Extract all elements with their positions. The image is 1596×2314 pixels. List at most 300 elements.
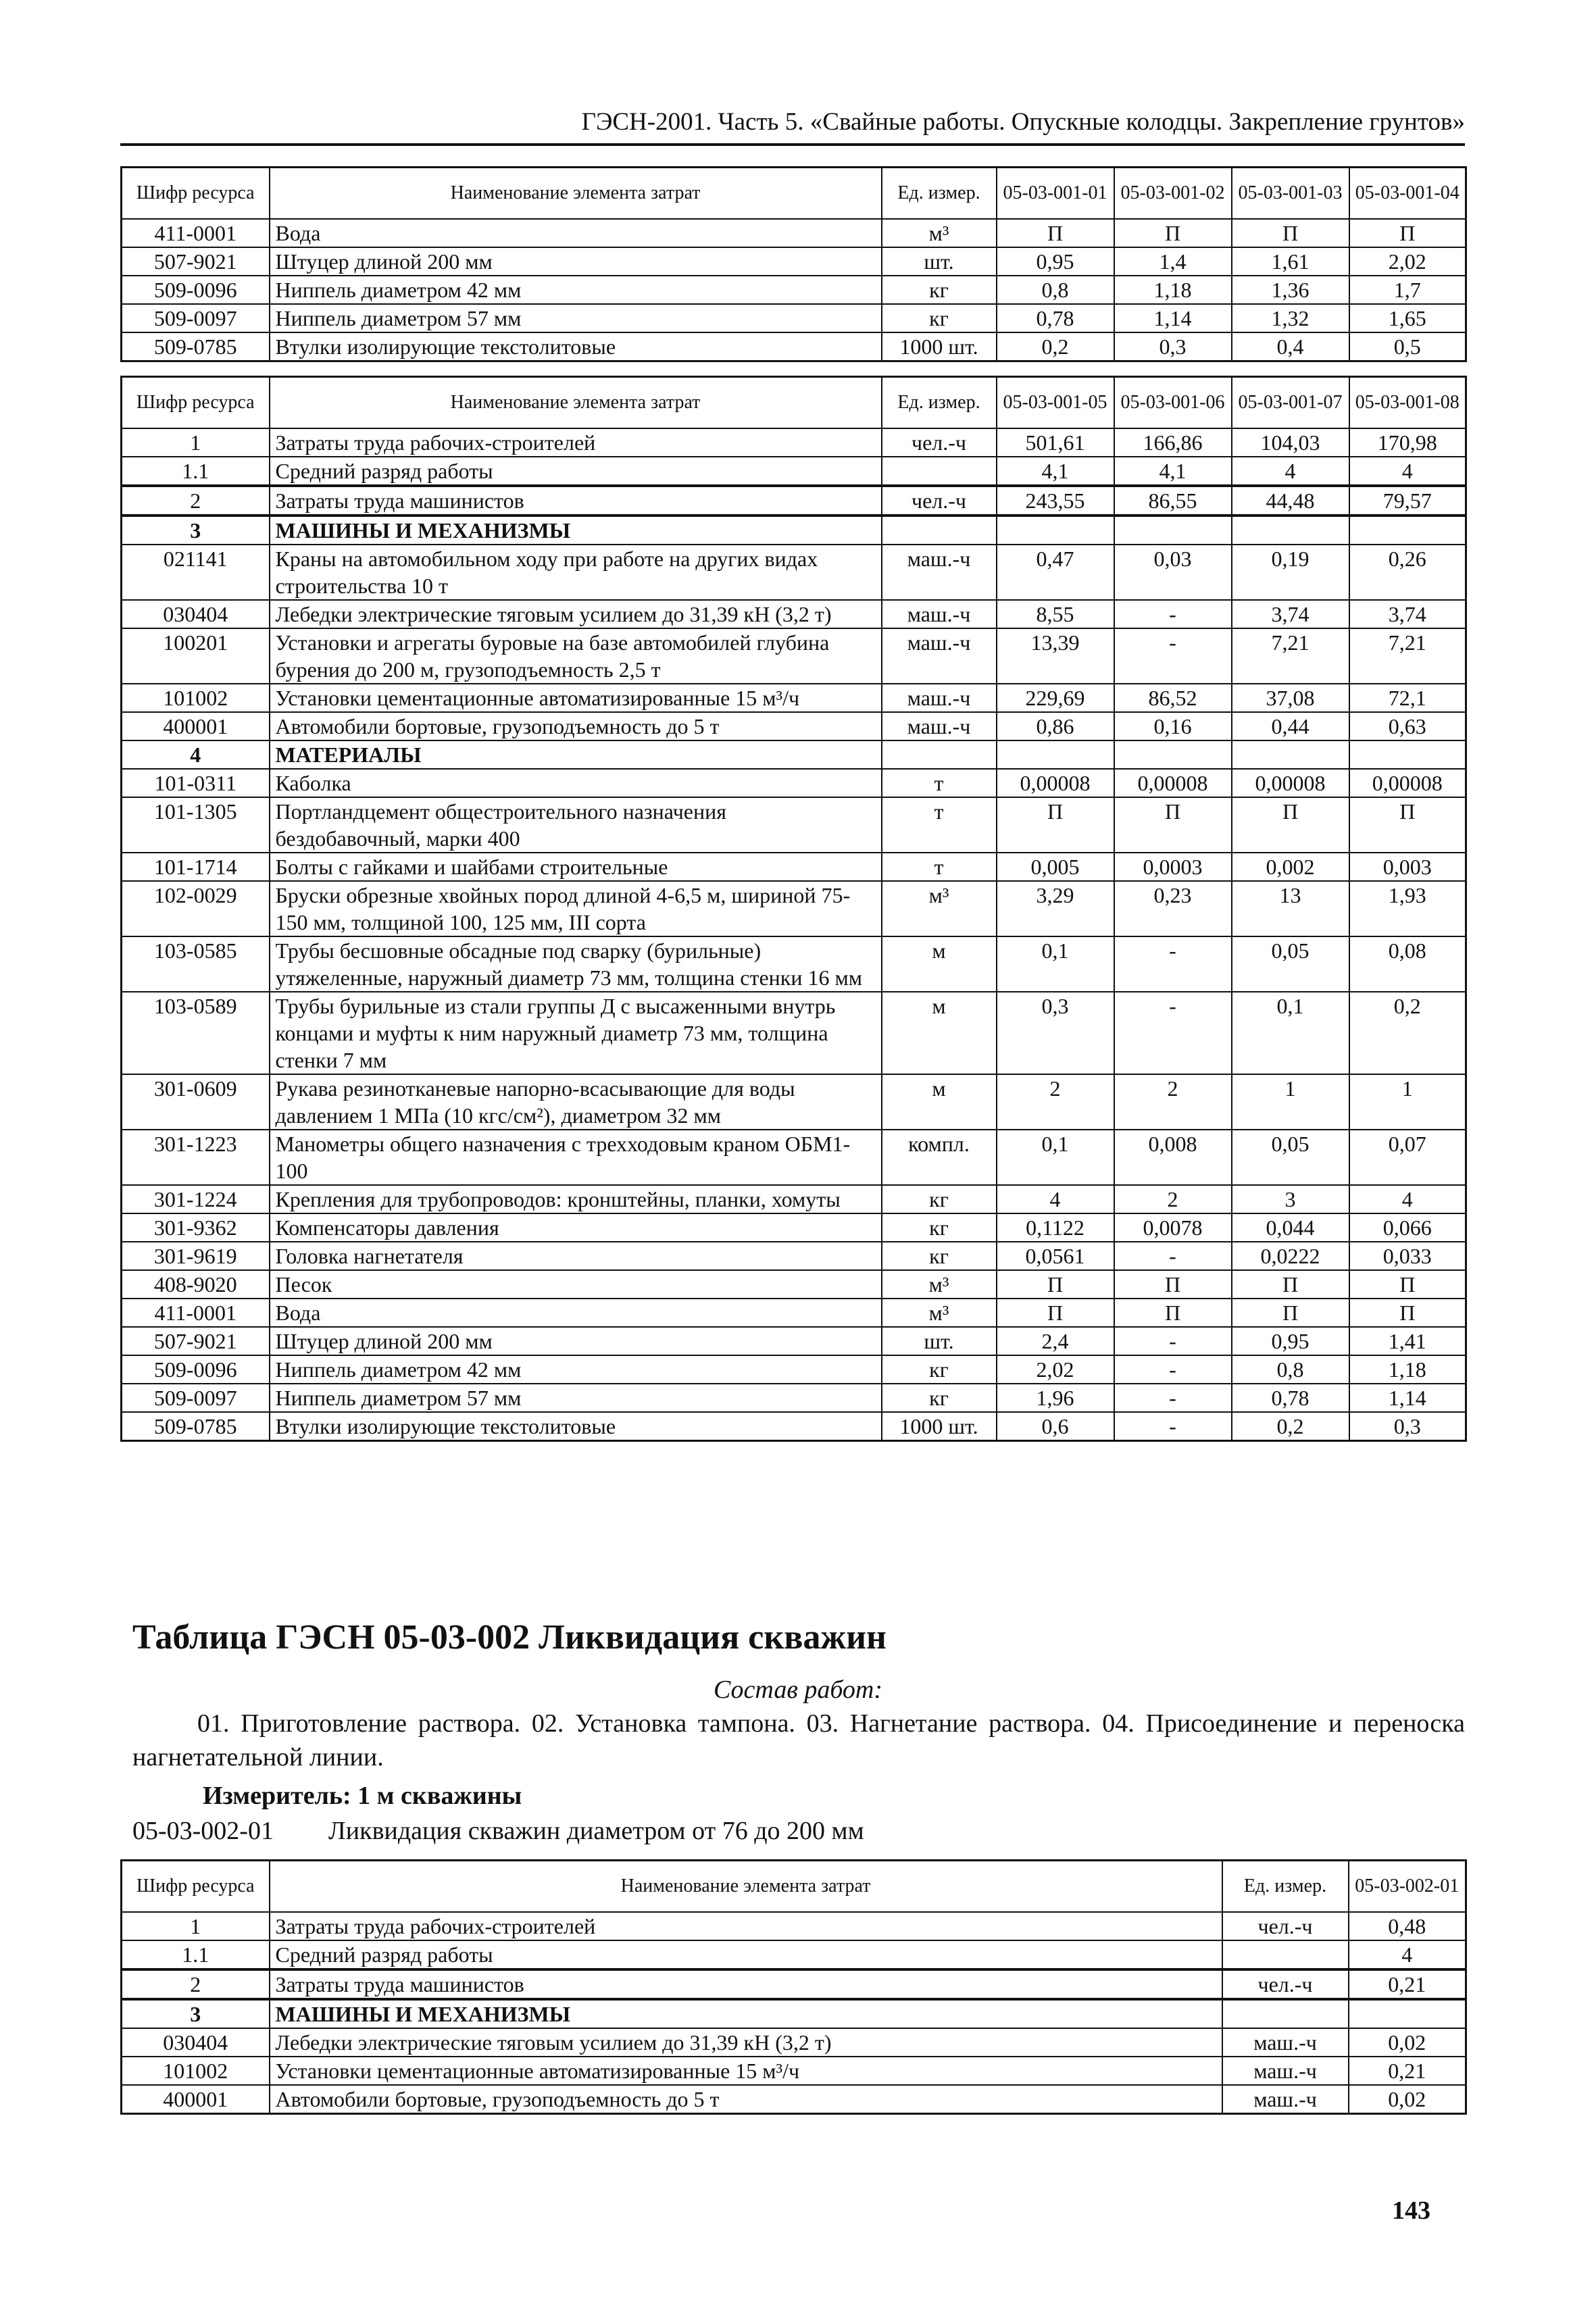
unit: маш.-ч	[882, 600, 997, 628]
norm-value: 0,1122	[997, 1213, 1114, 1242]
norm-value: 1,7	[1349, 276, 1466, 304]
norm-value: 0,0222	[1232, 1242, 1349, 1270]
unit: т	[882, 769, 997, 797]
norm-value: 8,55	[997, 600, 1114, 628]
norm-value: 0,3	[1349, 1412, 1466, 1441]
cost-element-name: Затраты труда рабочих-строителей	[270, 1912, 1222, 1940]
norm-value: 1	[1349, 1074, 1466, 1130]
unit: кг	[882, 1355, 997, 1384]
table-row	[122, 797, 1466, 853]
norm-value: П	[1114, 797, 1232, 853]
composition-label: Состав работ:	[713, 1676, 883, 1704]
norm-value: 0,6	[997, 1412, 1114, 1441]
resource-code: 509-0097	[122, 304, 270, 332]
cost-element-name: Лебедки электрические тяговым усилием до 31,39 кН (3,2 т)	[270, 2028, 1222, 2057]
resource-code: 509-0096	[122, 276, 270, 304]
resource-code: 021141	[122, 545, 270, 600]
norm-value: 7,21	[1232, 628, 1349, 684]
norm-value: 0,1	[997, 936, 1114, 992]
norm-value: 0,1	[1232, 992, 1349, 1074]
norm-value	[1114, 515, 1232, 545]
unit: м	[882, 936, 997, 992]
norm-value: П	[997, 219, 1114, 247]
norm-value: П	[1114, 219, 1232, 247]
norm-value: -	[1114, 628, 1232, 684]
table-row	[122, 1213, 1466, 1242]
norm-value: -	[1114, 936, 1232, 992]
cost-element-name: Ниппель диаметром 57 мм	[270, 304, 882, 332]
table-row	[122, 936, 1466, 992]
norm-value: 0,5	[1349, 332, 1466, 361]
unit	[882, 740, 997, 769]
resource-code: 101-0311	[122, 769, 270, 797]
cost-element-name: Средний разряд работы	[270, 457, 882, 486]
cost-element-name: Лебедки электрические тяговым усилием до 31,39 кН (3,2 т)	[270, 600, 882, 628]
norm-value: 2,4	[997, 1327, 1114, 1355]
unit: 1000 шт.	[882, 332, 997, 361]
resource-code: 101002	[122, 2057, 270, 2085]
page-number: 143	[1392, 2196, 1430, 2225]
table-row	[122, 1185, 1466, 1213]
norm-value: 0,44	[1232, 712, 1349, 740]
unit: чел.-ч	[1222, 1969, 1349, 1999]
column-header: Ед. измер.	[1222, 1861, 1349, 1912]
norm-value	[997, 740, 1114, 769]
resource-code: 400001	[122, 2085, 270, 2114]
norm-value: 0,95	[997, 247, 1114, 276]
resource-code: 301-9362	[122, 1213, 270, 1242]
table-row	[122, 2085, 1466, 2114]
unit: м³	[882, 881, 997, 936]
unit: компл.	[882, 1130, 997, 1185]
composition-body: 01. Приготовление раствора. 02. Установка тампона. 03. Нагнетание раствора. 04. Присоединение и переноска нагнетательной линии.	[132, 1709, 1465, 1771]
table-row	[122, 515, 1466, 545]
norm-value: 0,3	[1114, 332, 1232, 361]
table-header-row	[122, 1861, 1466, 1912]
unit: т	[882, 797, 997, 853]
norm-value: П	[1114, 1299, 1232, 1327]
norm-value: 1,14	[1349, 1384, 1466, 1412]
norm-value: 0,8	[1232, 1355, 1349, 1384]
norm-value: 243,55	[997, 486, 1114, 515]
cost-element-name: Затраты труда рабочих-строителей	[270, 428, 882, 457]
unit: маш.-ч	[882, 628, 997, 684]
table-row	[122, 486, 1466, 515]
resource-code: 103-0585	[122, 936, 270, 992]
resource-code: 4	[122, 740, 270, 769]
norm-value: 229,69	[997, 684, 1114, 712]
table-row	[122, 740, 1466, 769]
cost-element-name: Штуцер длиной 200 мм	[270, 247, 882, 276]
norm-value: 37,08	[1232, 684, 1349, 712]
norm-value	[1349, 515, 1466, 545]
norm-value: 0,86	[997, 712, 1114, 740]
column-header: 05-03-001-05	[997, 377, 1114, 428]
norm-subtitle	[132, 1815, 864, 1847]
norm-value: П	[1232, 1270, 1349, 1299]
resource-code: 509-0097	[122, 1384, 270, 1412]
norm-value: -	[1114, 1412, 1232, 1441]
table-row	[122, 1074, 1466, 1130]
resource-code: 411-0001	[122, 219, 270, 247]
table-row	[122, 1327, 1466, 1355]
table-header-row	[122, 168, 1466, 219]
table-row	[122, 1940, 1466, 1969]
unit	[1222, 1999, 1349, 2028]
column-header: 05-03-001-04	[1349, 168, 1466, 219]
column-header: Наименование элемента затрат	[270, 377, 882, 428]
resource-code: 301-0609	[122, 1074, 270, 1130]
cost-element-name: Втулки изолирующие текстолитовые	[270, 332, 882, 361]
resource-code: 1.1	[122, 457, 270, 486]
norm-value: 4	[1232, 457, 1349, 486]
norm-value: 104,03	[1232, 428, 1349, 457]
norm-value: -	[1114, 1355, 1232, 1384]
table-row	[122, 712, 1466, 740]
norm-value: 4	[1349, 1185, 1466, 1213]
table-row	[122, 684, 1466, 712]
table-row	[122, 1999, 1466, 2028]
unit: кг	[882, 1242, 997, 1270]
norm-value	[997, 515, 1114, 545]
norm-value: 0,00008	[997, 769, 1114, 797]
column-header: 05-03-002-01	[1349, 1861, 1466, 1912]
norm-value: 0,48	[1349, 1912, 1466, 1940]
table-header-row	[122, 377, 1466, 428]
norm-value: -	[1114, 992, 1232, 1074]
column-header: Шифр ресурса	[122, 377, 270, 428]
norm-value: 4,1	[1114, 457, 1232, 486]
resource-code: 101-1305	[122, 797, 270, 853]
unit: чел.-ч	[882, 486, 997, 515]
cost-element-name: Трубы бурильные из стали группы Д с высаженными внутрь концами и муфты к ним наружный диаметр 73 мм, толщина стенки 7 мм	[270, 992, 882, 1074]
norm-value: 0,066	[1349, 1213, 1466, 1242]
table-row	[122, 1270, 1466, 1299]
unit	[1222, 1940, 1349, 1969]
cost-element-name: Песок	[270, 1270, 882, 1299]
table-row	[122, 769, 1466, 797]
table-row	[122, 304, 1466, 332]
column-header: Шифр ресурса	[122, 1861, 270, 1912]
cost-element-name: Установки цементационные автоматизированные 15 м³/ч	[270, 684, 882, 712]
norm-value: 0,005	[997, 853, 1114, 881]
norm-value: 0,03	[1114, 545, 1232, 600]
table-row	[122, 2057, 1466, 2085]
table-row	[122, 332, 1466, 361]
norm-value: 1,18	[1349, 1355, 1466, 1384]
resource-code: 301-1223	[122, 1130, 270, 1185]
resource-code: 1	[122, 1912, 270, 1940]
column-header: Ед. измер.	[882, 168, 997, 219]
norm-value: 1,36	[1232, 276, 1349, 304]
norm-value: 3,74	[1232, 600, 1349, 628]
norm-value: 0,0078	[1114, 1213, 1232, 1242]
resource-code: 509-0785	[122, 1412, 270, 1441]
cost-element-name: Компенсаторы давления	[270, 1213, 882, 1242]
table-row	[122, 247, 1466, 276]
norm-value: 1,61	[1232, 247, 1349, 276]
cost-element-name: Установки и агрегаты буровые на базе автомобилей глубина бурения до 200 м, грузоподъемность 2,5 т	[270, 628, 882, 684]
norm-value: П	[997, 1299, 1114, 1327]
table-row	[122, 1299, 1466, 1327]
table-row	[122, 428, 1466, 457]
norm-title: Ликвидация скважин диаметром от 76 до 200 мм	[328, 1817, 864, 1845]
norm-value: 0,00008	[1232, 769, 1349, 797]
resource-code: 507-9021	[122, 247, 270, 276]
norm-value: 0,1	[997, 1130, 1114, 1185]
norm-value: 0,26	[1349, 545, 1466, 600]
cost-element-name: Бруски обрезные хвойных пород длиной 4-6,5 м, шириной 75-150 мм, толщиной 100, 125 мм, III сорта	[270, 881, 882, 936]
unit: т	[882, 853, 997, 881]
unit: шт.	[882, 1327, 997, 1355]
norm-value: 0,07	[1349, 1130, 1466, 1185]
norm-value: 1,4	[1114, 247, 1232, 276]
table-row	[122, 600, 1466, 628]
column-header: 05-03-001-06	[1114, 377, 1232, 428]
norm-value: 166,86	[1114, 428, 1232, 457]
norm-value: П	[997, 797, 1114, 853]
norm-value: 4,1	[997, 457, 1114, 486]
unit: чел.-ч	[1222, 1912, 1349, 1940]
norm-value: 0,044	[1232, 1213, 1349, 1242]
norm-value: 0,00008	[1349, 769, 1466, 797]
unit: кг	[882, 304, 997, 332]
norm-value: 3,74	[1349, 600, 1466, 628]
norm-value: 2,02	[997, 1355, 1114, 1384]
column-header: 05-03-001-02	[1114, 168, 1232, 219]
norm-value: П	[997, 1270, 1114, 1299]
cost-element-name: Крепления для трубопроводов: кронштейны, планки, хомуты	[270, 1185, 882, 1213]
cost-element-name: Автомобили бортовые, грузоподъемность до 5 т	[270, 2085, 1222, 2114]
cost-element-name: Трубы бесшовные обсадные под сварку (бурильные) утяжеленные, наружный диаметр 73 мм, толщина стенки 16 мм	[270, 936, 882, 992]
norm-value: 0,3	[997, 992, 1114, 1074]
norm-value: 0,02	[1349, 2085, 1466, 2114]
cost-element-name: Краны на автомобильном ходу при работе на других видах строительства 10 т	[270, 545, 882, 600]
table-row	[122, 881, 1466, 936]
unit: маш.-ч	[882, 684, 997, 712]
norm-value: 0,23	[1114, 881, 1232, 936]
column-header: 05-03-001-03	[1232, 168, 1349, 219]
running-header: ГЭСН-2001. Часть 5. «Свайные работы. Опускные колодцы. Закрепление грунтов»	[120, 101, 1465, 146]
unit: маш.-ч	[1222, 2028, 1349, 2057]
unit	[882, 457, 997, 486]
cost-element-name: Ниппель диаметром 57 мм	[270, 1384, 882, 1412]
table-row	[122, 853, 1466, 881]
norm-value: 0,05	[1232, 936, 1349, 992]
resource-code: 509-0785	[122, 332, 270, 361]
cost-element-name: МАШИНЫ И МЕХАНИЗМЫ	[270, 515, 882, 545]
resource-code: 301-1224	[122, 1185, 270, 1213]
cost-element-name: Установки цементационные автоматизированные 15 м³/ч	[270, 2057, 1222, 2085]
norm-value: 0,003	[1349, 853, 1466, 881]
cost-element-name: МАТЕРИАЛЫ	[270, 740, 882, 769]
norm-value: 1,41	[1349, 1327, 1466, 1355]
table-row	[122, 1130, 1466, 1185]
norm-value: 0,78	[1232, 1384, 1349, 1412]
norm-value: 7,21	[1349, 628, 1466, 684]
unit: кг	[882, 1185, 997, 1213]
norm-value: 0,8	[997, 276, 1114, 304]
norm-value: 3,29	[997, 881, 1114, 936]
norm-value	[1349, 1999, 1466, 2028]
unit	[882, 515, 997, 545]
table-row	[122, 1355, 1466, 1384]
norm-value: 2	[997, 1074, 1114, 1130]
norm-value	[1232, 515, 1349, 545]
resource-code: 100201	[122, 628, 270, 684]
cost-element-name: Рукава резинотканевые напорно-всасывающие для воды давлением 1 МПа (10 кгс/см²), диаметром 32 мм	[270, 1074, 882, 1130]
norm-value: 0,95	[1232, 1327, 1349, 1355]
table-row	[122, 276, 1466, 304]
resource-code: 101002	[122, 684, 270, 712]
column-header: Наименование элемента затрат	[270, 168, 882, 219]
norm-value: П	[1349, 1299, 1466, 1327]
measure-unit: Измеритель: 1 м скважины	[203, 1782, 522, 1810]
table-row	[122, 545, 1466, 600]
resource-code: 102-0029	[122, 881, 270, 936]
norm-value: П	[1232, 1299, 1349, 1327]
column-header: 05-03-001-08	[1349, 377, 1466, 428]
resource-code: 3	[122, 1999, 270, 2028]
norm-value: -	[1114, 1327, 1232, 1355]
unit: шт.	[882, 247, 997, 276]
table-row	[122, 2028, 1466, 2057]
cost-element-name: Манометры общего назначения с трехходовым краном ОБМ1-100	[270, 1130, 882, 1185]
norm-value: 0,78	[997, 304, 1114, 332]
norm-value: 0,63	[1349, 712, 1466, 740]
norm-value: 1,96	[997, 1384, 1114, 1412]
unit: м	[882, 992, 997, 1074]
norm-value: П	[1349, 797, 1466, 853]
norm-value: 0,2	[1349, 992, 1466, 1074]
norm-value: П	[1232, 219, 1349, 247]
resource-code: 408-9020	[122, 1270, 270, 1299]
resource-code: 509-0096	[122, 1355, 270, 1384]
cost-element-name: Ниппель диаметром 42 мм	[270, 1355, 882, 1384]
resource-code: 400001	[122, 712, 270, 740]
norm-value: 2	[1114, 1074, 1232, 1130]
cost-element-name: Средний разряд работы	[270, 1940, 1222, 1969]
norm-value: 1,14	[1114, 304, 1232, 332]
norm-value: -	[1114, 1384, 1232, 1412]
norm-value: 0,47	[997, 545, 1114, 600]
norm-value: 0,00008	[1114, 769, 1232, 797]
unit: маш.-ч	[1222, 2085, 1349, 2114]
norm-value	[1114, 740, 1232, 769]
resource-code: 103-0589	[122, 992, 270, 1074]
resource-code: 411-0001	[122, 1299, 270, 1327]
resource-code: 1	[122, 428, 270, 457]
column-header: 05-03-001-01	[997, 168, 1114, 219]
table-row	[122, 1969, 1466, 1999]
unit: м	[882, 1074, 997, 1130]
norm-value	[1232, 740, 1349, 769]
cost-element-name: Ниппель диаметром 42 мм	[270, 276, 882, 304]
norm-value: 0,033	[1349, 1242, 1466, 1270]
unit: кг	[882, 1213, 997, 1242]
resource-code: 2	[122, 486, 270, 515]
resource-table-1	[120, 166, 1467, 362]
norm-value: 0,0003	[1114, 853, 1232, 881]
column-header: Наименование элемента затрат	[270, 1861, 1222, 1912]
norm-value: 1,32	[1232, 304, 1349, 332]
norm-value: 2	[1114, 1185, 1232, 1213]
unit: кг	[882, 1384, 997, 1412]
resource-code: 030404	[122, 600, 270, 628]
norm-value: 13	[1232, 881, 1349, 936]
unit: чел.-ч	[882, 428, 997, 457]
table-row	[122, 628, 1466, 684]
resource-code: 507-9021	[122, 1327, 270, 1355]
column-header: Шифр ресурса	[122, 168, 270, 219]
resource-code: 1.1	[122, 1940, 270, 1969]
norm-value: 0,21	[1349, 2057, 1466, 2085]
table-row	[122, 1384, 1466, 1412]
table-row	[122, 1242, 1466, 1270]
unit: м³	[882, 219, 997, 247]
cost-element-name: Болты с гайками и шайбами строительные	[270, 853, 882, 881]
norm-value: 0,4	[1232, 332, 1349, 361]
resource-code: 3	[122, 515, 270, 545]
cost-element-name: Затраты труда машинистов	[270, 486, 882, 515]
norm-value: 4	[1349, 457, 1466, 486]
unit: м³	[882, 1270, 997, 1299]
norm-value: 0,21	[1349, 1969, 1466, 1999]
norm-value: -	[1114, 1242, 1232, 1270]
column-header: Ед. измер.	[882, 377, 997, 428]
cost-element-name: Вода	[270, 1299, 882, 1327]
norm-value: 4	[997, 1185, 1114, 1213]
unit: маш.-ч	[882, 712, 997, 740]
composition-text	[132, 1707, 1465, 1774]
norm-value: 0,19	[1232, 545, 1349, 600]
norm-value: П	[1114, 1270, 1232, 1299]
norm-value: П	[1232, 797, 1349, 853]
cost-element-name: Каболка	[270, 769, 882, 797]
norm-value: 4	[1349, 1940, 1466, 1969]
norm-value: 86,55	[1114, 486, 1232, 515]
cost-element-name: Штуцер длиной 200 мм	[270, 1327, 882, 1355]
norm-value: 13,39	[997, 628, 1114, 684]
table-row	[122, 219, 1466, 247]
cost-element-name: Втулки изолирующие текстолитовые	[270, 1412, 882, 1441]
norm-value: 0,0561	[997, 1242, 1114, 1270]
norm-value: 170,98	[1349, 428, 1466, 457]
resource-code: 030404	[122, 2028, 270, 2057]
norm-value: 0,2	[1232, 1412, 1349, 1441]
unit: 1000 шт.	[882, 1412, 997, 1441]
norm-value: 0,2	[997, 332, 1114, 361]
cost-element-name: Головка нагнетателя	[270, 1242, 882, 1270]
norm-value: 79,57	[1349, 486, 1466, 515]
table-row	[122, 457, 1466, 486]
cost-element-name: МАШИНЫ И МЕХАНИЗМЫ	[270, 1999, 1222, 2028]
norm-value: 0,16	[1114, 712, 1232, 740]
norm-code: 05-03-002-01	[132, 1817, 274, 1845]
norm-value: 0,08	[1349, 936, 1466, 992]
column-header: 05-03-001-07	[1232, 377, 1349, 428]
norm-value: 86,52	[1114, 684, 1232, 712]
norm-value: 0,05	[1232, 1130, 1349, 1185]
resource-table-2	[120, 376, 1467, 1442]
unit: кг	[882, 276, 997, 304]
norm-value: 501,61	[997, 428, 1114, 457]
resource-table-3	[120, 1859, 1467, 2115]
cost-element-name: Затраты труда машинистов	[270, 1969, 1222, 1999]
norm-value: 0,02	[1349, 2028, 1466, 2057]
norm-value: 1	[1232, 1074, 1349, 1130]
norm-value	[1349, 740, 1466, 769]
